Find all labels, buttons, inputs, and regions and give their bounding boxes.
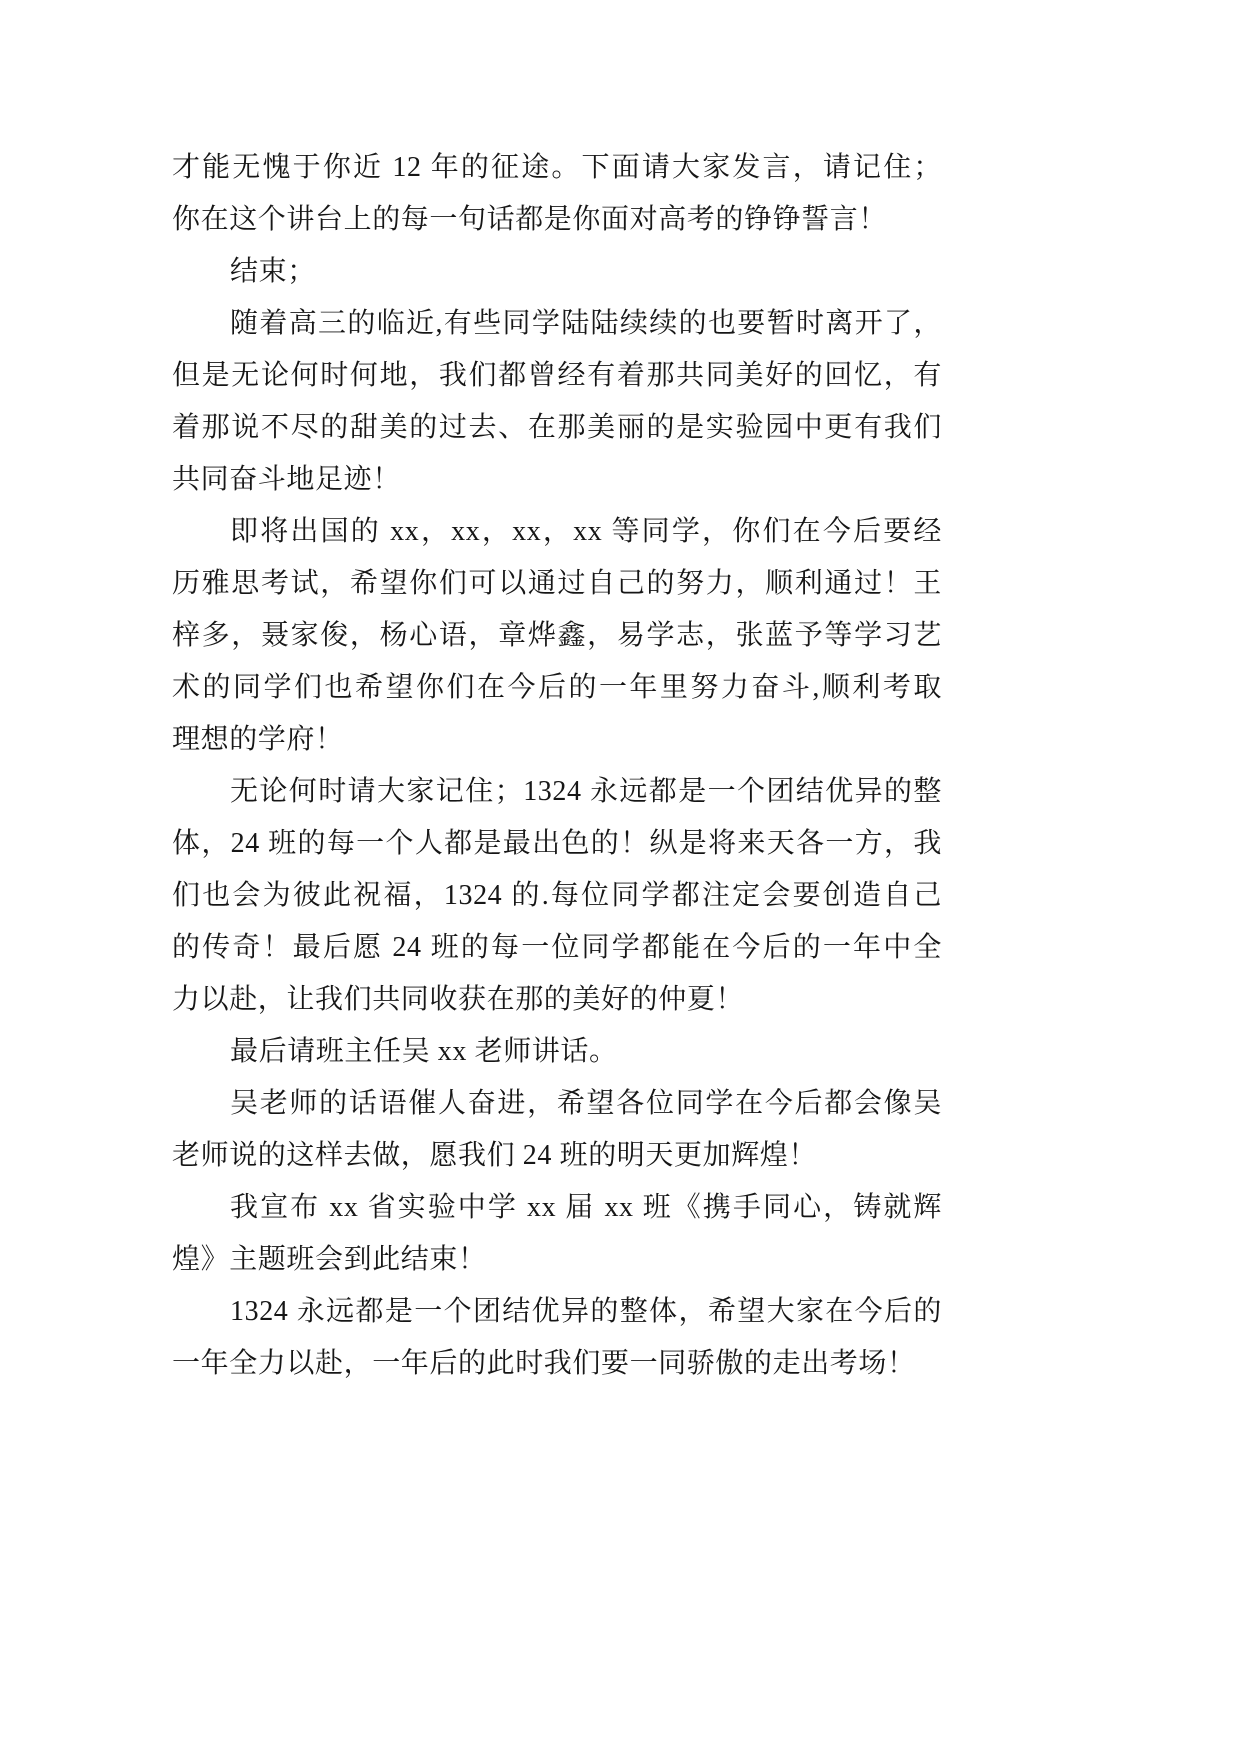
text-line: 体，24 班的每一个人都是最出色的！纵是将来天各一方，我 — [172, 828, 942, 859]
text-line: 最后请班主任吴 xx 老师讲话。 — [230, 1036, 618, 1067]
paragraph — [172, 298, 942, 506]
text-line: 共同奋斗地足迹！ — [172, 464, 401, 495]
text-line: 理想的学府！ — [172, 724, 344, 755]
text-line: 煌》主题班会到此结束！ — [172, 1244, 487, 1275]
text-line: 1324 永远都是一个团结优异的整体，希望大家在今后的 — [230, 1296, 942, 1327]
text-line: 老师说的这样去做，愿我们 24 班的明天更加辉煌！ — [172, 1140, 818, 1171]
text-line: 们也会为彼此祝福，1324 的.每位同学都注定会要创造自己 — [172, 880, 942, 911]
text-line: 一年全力以赴，一年后的此时我们要一同骄傲的走出考场！ — [172, 1348, 916, 1379]
text-line: 我宣布 xx 省实验中学 xx 届 xx 班《携手同心，铸就辉 — [230, 1192, 942, 1223]
text-line: 术的同学们也希望你们在今后的一年里努力奋斗,顺利考取 — [172, 672, 942, 703]
paragraph — [172, 506, 942, 766]
text-line: 随着高三的临近,有些同学陆陆续续的也要暂时离开了， — [230, 308, 942, 339]
text-line: 着那说不尽的甜美的过去、在那美丽的是实验园中更有我们 — [172, 412, 942, 443]
paragraph — [172, 1286, 942, 1390]
text-line: 但是无论何时何地，我们都曾经有着那共同美好的回忆，有 — [172, 360, 942, 391]
text-line: 吴老师的话语催人奋进，希望各位同学在今后都会像吴 — [230, 1088, 942, 1119]
document-body — [172, 142, 942, 1390]
paragraph — [172, 1026, 942, 1078]
paragraph — [172, 142, 942, 246]
paragraph — [172, 1182, 942, 1286]
text-line: 你在这个讲台上的每一句话都是你面对高考的铮铮誓言！ — [172, 204, 888, 235]
paragraph — [172, 1078, 942, 1182]
text-line: 的传奇！最后愿 24 班的每一位同学都能在今后的一年中全 — [172, 932, 942, 963]
text-line: 才能无愧于你近 12 年的征途。下面请大家发言，请记住； — [172, 152, 942, 183]
text-line: 无论何时请大家记住；1324 永远都是一个团结优异的整 — [230, 776, 942, 807]
text-line: 结束； — [230, 256, 316, 287]
text-line: 历雅思考试，希望你们可以通过自己的努力，顺利通过！王 — [172, 568, 942, 599]
paragraph — [172, 246, 942, 298]
text-line: 力以赴，让我们共同收获在那的美好的仲夏！ — [172, 984, 745, 1015]
text-line: 即将出国的 xx，xx，xx，xx 等同学，你们在今后要经 — [230, 516, 942, 547]
paragraph — [172, 766, 942, 1026]
text-line: 梓多，聂家俊，杨心语，章烨鑫，易学志，张蓝予等学习艺 — [172, 620, 942, 651]
